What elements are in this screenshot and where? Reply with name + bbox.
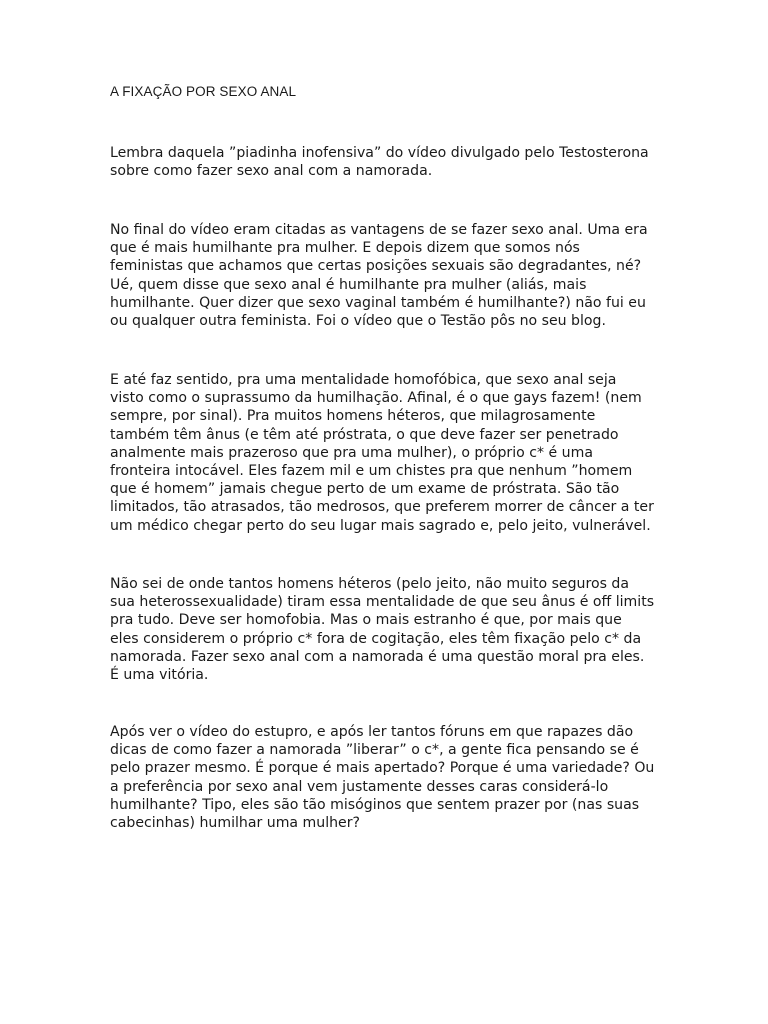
- paragraph-line: É uma vitória.: [110, 667, 209, 684]
- paragraph-line: sobre como fazer sexo anal com a namorada.: [110, 163, 433, 180]
- paragraph-line: um médico chegar perto do seu lugar mais sagrado e, pelo jeito, vulnerável.: [110, 517, 651, 534]
- paragraph-line: a preferência por sexo anal vem justamente desses caras considerá-lo: [110, 778, 609, 795]
- paragraph-line: Lembra daquela ”piadinha inofensiva” do vídeo divulgado pelo Testosterona: [110, 145, 649, 161]
- paragraph-line: que é mais humilhante pra mulher. E depois dizem que somos nós: [110, 240, 580, 257]
- paragraph-line: Após ver o vídeo do estupro, e após ler tantos fóruns em que rapazes dão: [110, 724, 634, 740]
- paragraph-line: analmente mais prazeroso que pra uma mulher), o próprio c* é uma: [110, 444, 593, 461]
- paragraph-line: também têm ânus (e têm até próstrata, o que deve fazer ser penetrado: [110, 426, 619, 443]
- paragraph-line: sempre, por sinal). Pra muitos homens héteros, que milagrosamente: [110, 408, 596, 425]
- paragraph-line: feministas que achamos que certas posições sexuais são degradantes, né?: [110, 258, 642, 275]
- paragraph-line: Ué, quem disse que sexo anal é humilhante pra mulher (aliás, mais: [110, 276, 587, 293]
- paragraph-line: humilhante. Quer dizer que sexo vaginal também é humilhante?) não fui eu: [110, 294, 646, 311]
- paragraph-1: [110, 144, 670, 180]
- paragraph-line: sua heterossexualidade) tiram essa mentalidade de que seu ânus é off limits: [110, 594, 655, 611]
- paragraph-line: pra tudo. Deve ser homofobia. Mas o mais estranho é que, por mais que: [110, 612, 622, 629]
- paragraph-line: dicas de como fazer a namorada ”liberar” o c*, a gente fica pensando se é: [110, 742, 639, 759]
- document-title: A FIXAÇÃO POR SEXO ANAL: [110, 84, 297, 99]
- paragraph-line: que é homem” jamais chegue perto de um exame de próstrata. São tão: [110, 481, 620, 498]
- paragraph-line: Não sei de onde tantos homens héteros (pelo jeito, não muito seguros da: [110, 576, 629, 592]
- paragraph-3: [110, 371, 670, 535]
- paragraph-line: visto como o suprassumo da humilhação. Afinal, é o que gays fazem! (nem: [110, 390, 642, 407]
- paragraph-line: humilhante? Tipo, eles são tão misóginos que sentem prazer por (nas suas: [110, 796, 640, 813]
- paragraph-line: limitados, tão atrasados, tão medrosos, que preferem morrer de câncer a ter: [110, 499, 654, 516]
- paragraph-line: namorada. Fazer sexo anal com a namorada é uma questão moral pra eles.: [110, 648, 645, 665]
- paragraph-4: [110, 575, 670, 684]
- paragraph-line: eles considerem o próprio c* fora de cogitação, eles têm fixação pelo c* da: [110, 630, 642, 647]
- paragraph-line: pelo prazer mesmo. É porque é mais apertado? Porque é uma variedade? Ou: [110, 760, 655, 777]
- paragraph-line: No final do vídeo eram citadas as vantagens de se fazer sexo anal. Uma era: [110, 222, 648, 238]
- paragraph-line: fronteira intocável. Eles fazem mil e um chistes pra que nenhum ”homem: [110, 463, 633, 480]
- paragraph-line: E até faz sentido, pra uma mentalidade homofóbica, que sexo anal seja: [110, 372, 617, 388]
- paragraph-line: ou qualquer outra feminista. Foi o vídeo que o Testão pôs no seu blog.: [110, 313, 606, 330]
- paragraph-2: [110, 221, 670, 330]
- paragraph-line: cabecinhas) humilhar uma mulher?: [110, 815, 360, 832]
- paragraph-5: [110, 723, 670, 832]
